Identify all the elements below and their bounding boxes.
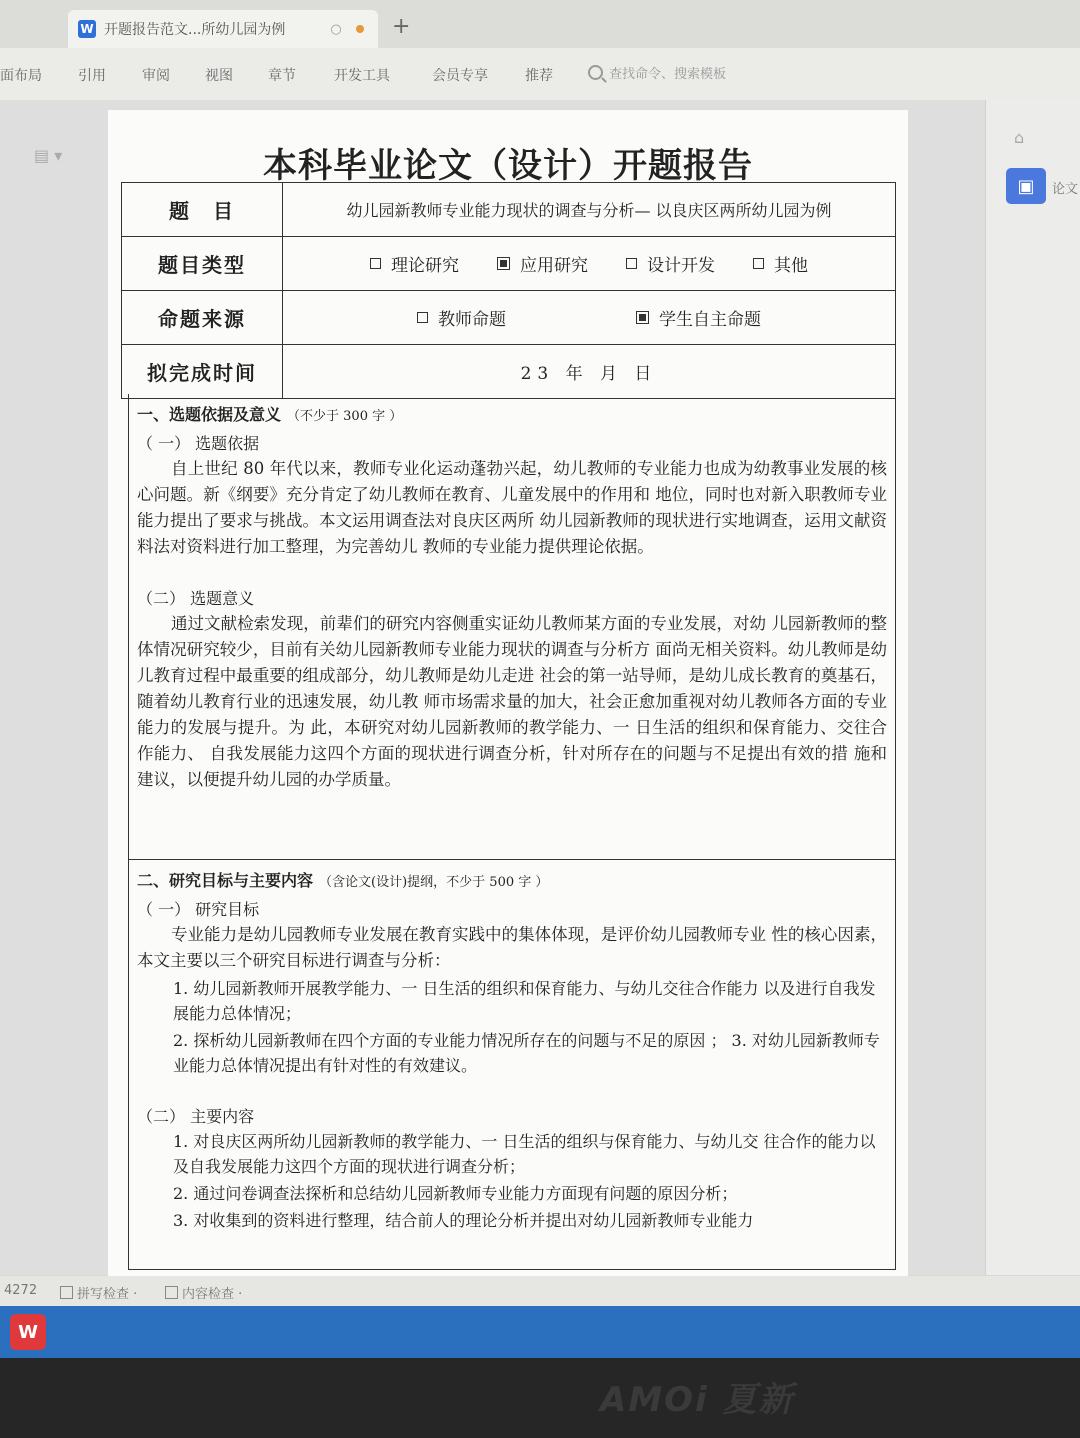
menu-references[interactable]: 引用 <box>78 68 106 84</box>
checkbox-empty-icon <box>626 258 637 269</box>
search-icon <box>588 65 603 80</box>
checkbox-empty-icon <box>417 312 428 323</box>
section-heading: 一、选题依据及意义 （不少于 300 字 ） <box>137 405 403 424</box>
source-label: 命题来源 <box>122 291 283 345</box>
option-design[interactable]: 设计开发 <box>626 251 715 276</box>
table-row <box>122 345 896 399</box>
topic-value: 幼儿园新教师专业能力现状的调查与分析— 以良庆区两所幼儿园为例 <box>283 183 896 237</box>
topic-label: 题 目 <box>122 183 283 237</box>
menu-developer[interactable]: 开发工具 <box>334 68 390 84</box>
menu-member[interactable]: 会员专享 <box>432 68 488 84</box>
document-page[interactable] <box>108 110 908 1280</box>
tab-title: 开题报告范文...所幼儿园为例 <box>104 22 286 38</box>
menu-recommend[interactable]: 推荐 <box>525 68 553 84</box>
ribbon-menu <box>0 48 1080 101</box>
option-student[interactable]: 学生自主命题 <box>636 305 761 330</box>
subheading: （二） 主要内容 <box>137 1107 255 1126</box>
document-title: 本科毕业论文（设计）开题报告 <box>263 146 753 186</box>
wps-logo-icon[interactable]: W <box>10 1314 46 1350</box>
table-row <box>122 237 896 291</box>
checkbox-empty-icon <box>753 258 764 269</box>
list-item: 2. 通过问卷调查法探析和总结幼儿园新教师专业能力方面现有问题的原因分析； <box>173 1184 738 1203</box>
section-objectives <box>128 860 896 1270</box>
monitor-brand-logo: AMOi 夏新 <box>600 1380 795 1420</box>
section-rationale <box>128 394 896 860</box>
new-tab-button[interactable]: + <box>392 14 411 39</box>
table-row <box>122 291 896 345</box>
document-tab[interactable] <box>68 10 378 48</box>
list-item: 2. 探析幼儿园新教师在四个方面的专业能力情况所存在的问题与不足的原因 ； 3. 对幼儿园新教师专业能力总体情况提出有针对性的有效建议。 <box>173 1031 880 1075</box>
option-other[interactable]: 其他 <box>753 251 808 276</box>
content-check-icon <box>165 1286 178 1299</box>
paper-tool-button[interactable]: ▣ <box>1006 168 1046 204</box>
time-label: 拟完成时间 <box>122 345 283 399</box>
command-search[interactable] <box>588 63 726 82</box>
option-applied[interactable]: 应用研究 <box>497 251 588 276</box>
checkbox-empty-icon <box>370 258 381 269</box>
menu-view[interactable]: 视图 <box>205 68 233 84</box>
navigation-pane-icon[interactable]: ▤ ▾ <box>34 146 63 165</box>
option-theory[interactable]: 理论研究 <box>370 251 459 276</box>
status-bar <box>0 1276 1080 1306</box>
content-check-button[interactable]: 内容检查 · <box>165 1283 242 1302</box>
subheading: （ 一） 研究目标 <box>137 900 260 919</box>
list-item: 3. 对收集到的资料进行整理，结合前人的理论分析并提出对幼儿园新教师专业能力 <box>173 1211 754 1230</box>
paragraph: 专业能力是幼儿园教师专业发展在教育实践中的集体体现，是评价幼儿园教师专业 性的核心因素，本文主要以三个研究目标进行调查与分析： <box>137 925 887 970</box>
info-table <box>121 182 896 399</box>
word-count[interactable]: 4272 <box>4 1283 38 1298</box>
wps-doc-icon: W <box>78 20 96 38</box>
menu-page-layout[interactable]: 面布局 <box>0 68 42 84</box>
list-item: 1. 幼儿园新教师开展教学能力、一 日生活的组织和保育能力、与幼儿交往合作能力 以及进行自我发展能力总体情况； <box>173 979 876 1023</box>
unsaved-dot-icon <box>356 25 364 33</box>
checkbox-checked-icon <box>636 311 649 324</box>
search-placeholder: 查找命令、搜索模板 <box>609 67 727 82</box>
list-item: 1. 对良庆区两所幼儿园新教师的教学能力、一 日生活的组织与保育能力、与幼儿交 往合作的能力以及自我发展能力这四个方面的现状进行调查分析； <box>173 1132 876 1176</box>
subheading: （ 一） 选题依据 <box>137 434 260 453</box>
subheading: （二） 选题意义 <box>137 589 255 608</box>
paper-tool-label: 论文 <box>1052 182 1079 197</box>
monitor-bezel <box>0 1358 1080 1438</box>
taskbar <box>0 1306 1080 1358</box>
right-side-panel <box>985 100 1080 1275</box>
checkbox-checked-icon <box>497 257 510 270</box>
time-value: 23 年 月 日 <box>283 345 896 399</box>
section-heading: 二、研究目标与主要内容 （含论文(设计)提纲，不少于 500 字 ） <box>137 871 549 890</box>
menu-review[interactable]: 审阅 <box>142 68 170 84</box>
option-teacher[interactable]: 教师命题 <box>417 305 506 330</box>
spell-check-button[interactable]: 拼写检查 · <box>60 1283 137 1302</box>
source-options <box>284 305 894 330</box>
tab-bar <box>0 0 1080 49</box>
type-options <box>284 251 894 276</box>
menu-chapter[interactable]: 章节 <box>268 68 296 84</box>
type-label: 题目类型 <box>122 237 283 291</box>
tab-close-icon[interactable]: ○ <box>330 21 342 37</box>
home-icon[interactable]: ⌂ <box>1014 128 1025 147</box>
table-row <box>122 183 896 237</box>
paragraph: 自上世纪 80 年代以来，教师专业化运动蓬勃兴起，幼儿教师的专业能力也成为幼教事业发展的核心问题。新《纲要》充分肯定了幼儿教师在教育、儿童发展中的作用和 地位，同时也对新入职教师专业能力提出了要求与挑战。本文运用调查法对良庆区两所 幼儿园新教师的现状进行实地调查，运用文献资料法对资料进行加工整理，为完善幼儿 教师的专业能力提供理论依据。 <box>137 459 887 556</box>
spell-check-icon <box>60 1286 73 1299</box>
paragraph: 通过文献检索发现，前辈们的研究内容侧重实证幼儿教师某方面的专业发展，对幼 儿园新教师的整体情况研究较少，目前有关幼儿园新教师专业能力现状的调查与分析方 面尚无相关资料。幼儿教师是幼儿教育过程中最重要的组成部分，幼儿教师是幼儿走进 社会的第一站导师，是幼儿成长教育的奠基石，随着幼儿教育行业的迅速发展，幼儿教 师市场需求量的加大，社会正愈加重视对幼儿教师各方面的专业能力的发展与提升。为 此，本研究对幼儿园新教师的教学能力、一 日生活的组织和保育能力、交往合作能力、 自我发展能力这四个方面的现状进行调查分析，针对所存在的问题与不足提出有效的措 施和建议，以便提升幼儿园的办学质量。 <box>137 614 887 789</box>
